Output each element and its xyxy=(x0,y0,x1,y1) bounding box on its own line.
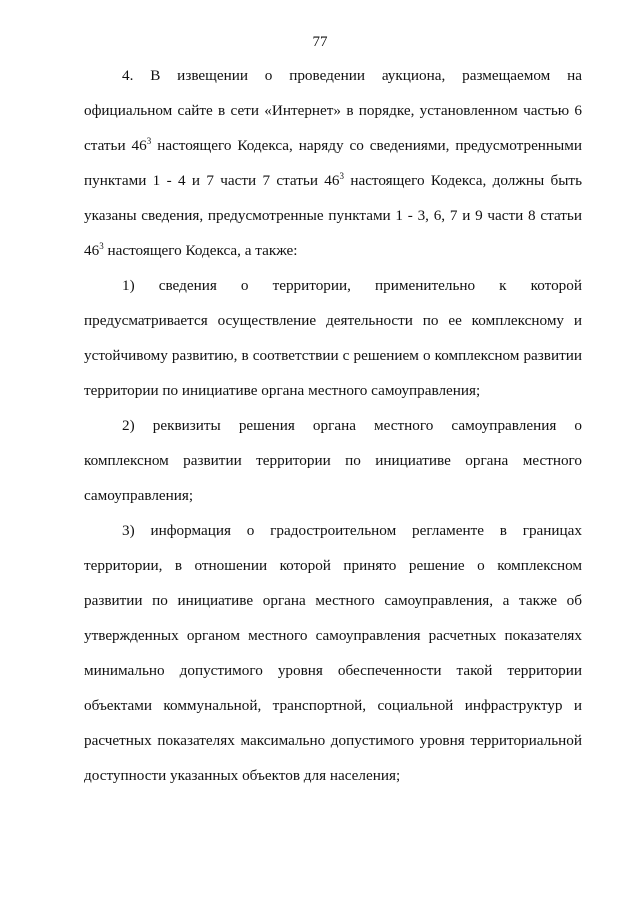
text-line: 1) сведения о территории, применительно к которой xyxy=(122,277,582,294)
text-line: указаны сведения, предусмотренные пунктами 1 - 3, 6, 7 и 9 части 8 статьи xyxy=(84,207,582,224)
text-line xyxy=(84,128,582,163)
paragraph-p1 xyxy=(84,268,582,408)
text-line: официальном сайте в сети «Интернет» в порядке, установленном частью 6 xyxy=(84,102,582,119)
text-line: доступности указанных объектов для населения; xyxy=(84,767,401,784)
document-body xyxy=(84,58,582,793)
text-segment: настоящего Кодекса, наряду со сведениями, предусмотренными xyxy=(151,137,583,154)
text-segment: настоящего Кодекса, а также: xyxy=(103,242,298,259)
superscript: 3 xyxy=(99,241,104,251)
text-line: территории по инициативе органа местного самоуправления; xyxy=(84,382,481,399)
superscript: 3 xyxy=(339,171,344,181)
text-line: 2) реквизиты решения органа местного самоуправления о xyxy=(122,417,582,434)
text-line: объектами коммунальной, транспортной, социальной инфраструктур и xyxy=(84,697,582,714)
text-line: развитии по инициативе органа местного самоуправления, а также об xyxy=(84,592,582,609)
text-segment: пунктами 1 - 4 и 7 части 7 статьи 46 xyxy=(84,172,340,189)
text-line: утвержденных органом местного самоуправления расчетных показателях xyxy=(84,627,582,644)
text-line: территории, в отношении которой принято решение о комплексном xyxy=(84,557,582,574)
text-line: минимально допустимого уровня обеспеченности такой территории xyxy=(84,662,582,679)
text-segment: настоящего Кодекса, должны быть xyxy=(344,172,582,189)
text-line: комплексном развитии территории по инициативе органа местного xyxy=(84,452,582,469)
paragraph-p4 xyxy=(84,58,582,268)
text-line xyxy=(84,233,582,268)
text-line: предусматривается осуществление деятельности по ее комплексному и xyxy=(84,312,582,329)
text-segment: статьи 46 xyxy=(84,137,147,154)
text-line: 3) информация о градостроительном регламенте в границах xyxy=(122,522,582,539)
text-line xyxy=(84,163,582,198)
page-number: 77 xyxy=(312,34,328,50)
text-line: 4. В извещении о проведении аукциона, размещаемом на xyxy=(122,67,582,84)
paragraph-p2 xyxy=(84,408,582,513)
paragraph-p3 xyxy=(84,513,582,793)
superscript: 3 xyxy=(146,136,152,146)
text-segment: 46 xyxy=(84,242,100,259)
text-line: самоуправления; xyxy=(84,487,194,504)
text-line: устойчивому развитию, в соответствии с решением о комплексном развитии xyxy=(84,347,582,364)
text-line: расчетных показателях максимально допустимого уровня территориальной xyxy=(84,732,582,749)
